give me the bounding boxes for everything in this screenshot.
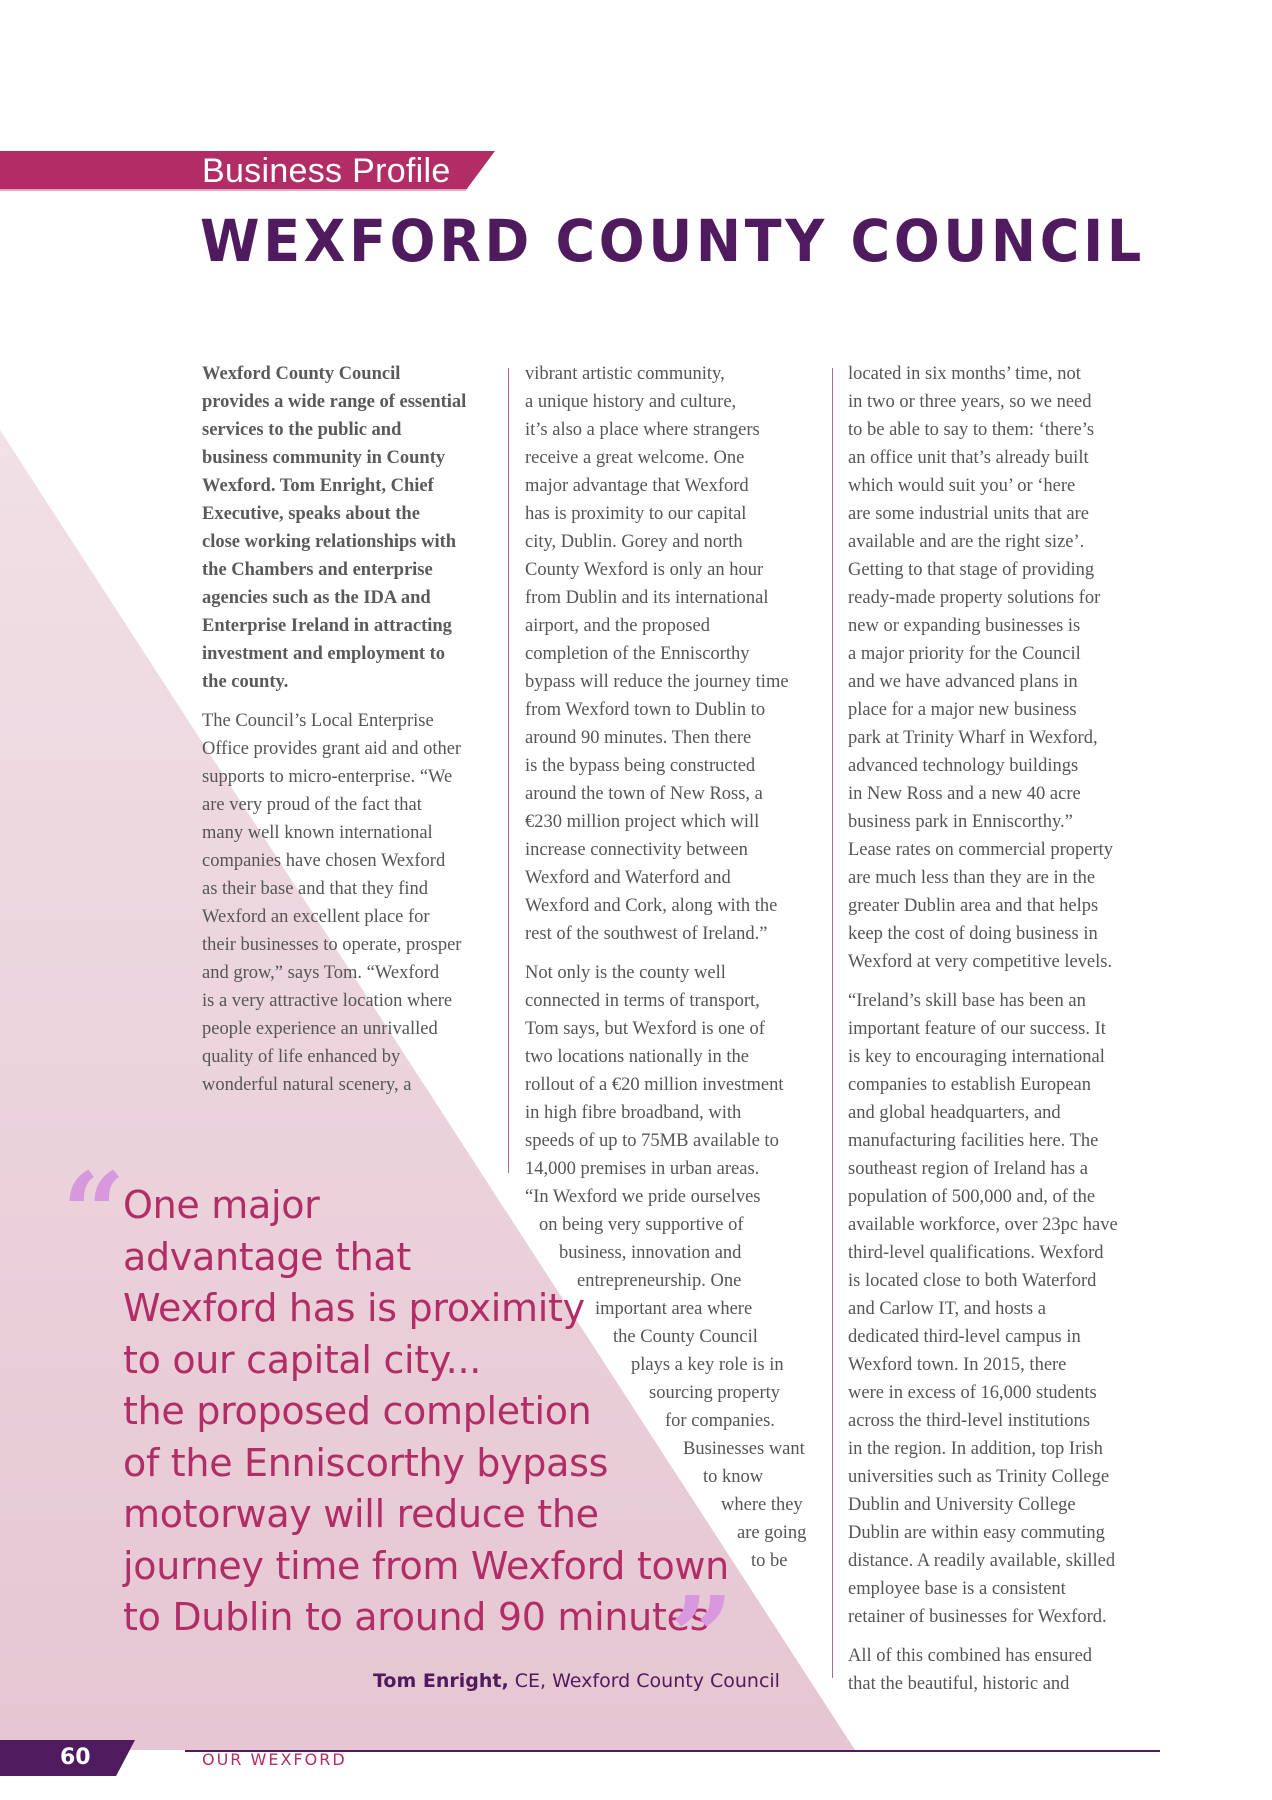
text-line: Lease rates on commercial property <box>848 840 1114 860</box>
open-quote-icon: “ <box>62 1148 126 1277</box>
text-line: as their base and that they find <box>202 879 429 899</box>
text-line: that the beautiful, historic and <box>848 1674 1070 1694</box>
text-line: Wexford and Cork, along with the <box>525 896 778 916</box>
text-line: park at Trinity Wharf in Wexford, <box>848 728 1098 748</box>
text-line: their businesses to operate, prosper <box>202 935 462 955</box>
text-line: Dublin and University College <box>848 1495 1076 1515</box>
column-divider-1 <box>508 368 509 1173</box>
body-paragraph <box>848 987 1148 1631</box>
article-column-3 <box>848 360 1148 1709</box>
pull-quote-line: of the Enniscorthy bypass <box>123 1440 609 1485</box>
text-line: advanced technology buildings <box>848 756 1079 776</box>
text-line: increase connectivity between <box>525 840 748 860</box>
text-line: southeast region of Ireland has a <box>848 1159 1088 1179</box>
text-line: greater Dublin area and that helps <box>848 896 1099 916</box>
text-line: to be able to say to them: ‘there’s <box>848 420 1095 440</box>
text-line: Office provides grant aid and other <box>202 739 462 759</box>
text-line: completion of the Enniscorthy <box>525 644 750 664</box>
text-line: third-level qualifications. Wexford <box>848 1243 1104 1263</box>
text-line: new or expanding businesses is <box>848 616 1081 636</box>
text-line: available and are the right size’. <box>848 532 1085 552</box>
text-line: and Carlow IT, and hosts a <box>848 1299 1046 1319</box>
text-line: is a very attractive location where <box>202 991 453 1011</box>
section-label: Business Profile <box>202 152 451 190</box>
text-line: Not only is the county well <box>525 963 726 983</box>
text-line: rest of the southwest of Ireland.” <box>525 924 768 944</box>
text-line: companies have chosen Wexford <box>202 851 446 871</box>
text-line: city, Dublin. Gorey and north <box>525 532 743 552</box>
text-line: and global headquarters, and <box>848 1103 1061 1123</box>
text-line: to be <box>751 1551 788 1571</box>
text-line: a major priority for the Council <box>848 644 1081 664</box>
text-line: dedicated third-level campus in <box>848 1327 1081 1347</box>
pull-quote-line: motorway will reduce the <box>123 1492 599 1536</box>
text-line: are going <box>737 1523 807 1543</box>
text-line: close working relationships with <box>202 532 457 552</box>
text-line: for companies. <box>665 1411 775 1431</box>
text-line: available workforce, over 23pc have <box>848 1215 1118 1235</box>
text-line: in New Ross and a new 40 acre <box>848 784 1081 804</box>
text-line: provides a wide range of essential <box>202 392 467 412</box>
body-paragraph <box>848 1642 1148 1698</box>
close-quote-icon: ” <box>670 1572 734 1701</box>
text-line: from Dublin and its international <box>525 588 769 608</box>
text-line: population of 500,000 and, of the <box>848 1187 1096 1207</box>
text-line: Enterprise Ireland in attracting <box>202 616 452 636</box>
text-line: “In Wexford we pride ourselves <box>525 1187 761 1207</box>
text-line: in the region. In addition, top Irish <box>848 1439 1103 1459</box>
pull-quote <box>123 1180 729 1644</box>
text-line: €230 million project which will <box>525 812 760 832</box>
pull-quote-line: journey time from Wexford town <box>123 1543 729 1588</box>
text-line: vibrant artistic community, <box>525 364 725 384</box>
text-line: an office unit that’s already built <box>848 448 1089 468</box>
text-line: distance. A readily available, skilled <box>848 1551 1116 1571</box>
text-line: were in excess of 16,000 students <box>848 1383 1097 1403</box>
text-line: many well known international <box>202 823 433 843</box>
text-line: quality of life enhanced by <box>202 1047 401 1067</box>
text-line: companies to establish European <box>848 1075 1092 1095</box>
text-line: important area where <box>595 1299 753 1319</box>
text-line: bypass will reduce the journey time <box>525 672 789 692</box>
text-line: speeds of up to 75MB available to <box>525 1131 779 1151</box>
text-line: universities such as Trinity College <box>848 1467 1110 1487</box>
text-line: 14,000 premises in urban areas. <box>525 1159 760 1179</box>
pull-quote-line: Wexford has is proximity <box>123 1286 585 1330</box>
text-line: receive a great welcome. One <box>525 448 745 468</box>
text-line: is the bypass being constructed <box>525 756 756 776</box>
text-line: business park in Enniscorthy.” <box>848 812 1073 832</box>
text-line: are very proud of the fact that <box>202 795 422 815</box>
text-line: wonderful natural scenery, a <box>202 1075 412 1095</box>
article-column-1 <box>202 360 502 1110</box>
text-line: investment and employment to <box>202 644 446 664</box>
quote-attribution <box>373 1670 780 1692</box>
text-line: entrepreneurship. One <box>577 1271 742 1291</box>
text-line: has is proximity to our capital <box>525 504 747 524</box>
text-line: important feature of our success. It <box>848 1019 1106 1039</box>
text-line: manufacturing facilities here. The <box>848 1131 1099 1151</box>
text-line: where they <box>721 1495 803 1515</box>
text-line: the County Council <box>613 1327 758 1347</box>
text-line: ready-made property solutions for <box>848 588 1101 608</box>
text-line: Businesses want <box>683 1439 805 1459</box>
body-paragraph <box>848 360 1148 976</box>
text-line: The Council’s Local Enterprise <box>202 711 434 731</box>
pull-quote-line: the proposed completion <box>123 1389 592 1433</box>
column-divider-2 <box>832 368 833 1678</box>
text-line: business community in County <box>202 448 446 468</box>
text-line: around 90 minutes. Then there <box>525 728 752 748</box>
text-line: place for a major new business <box>848 700 1077 720</box>
text-line: across the third-level institutions <box>848 1411 1090 1431</box>
text-line: a unique history and culture, <box>525 392 737 412</box>
text-line: it’s also a place where strangers <box>525 420 760 440</box>
text-line: Wexford at very competitive levels. <box>848 952 1113 972</box>
text-line: from Wexford town to Dublin to <box>525 700 766 720</box>
text-line: to know <box>703 1467 764 1487</box>
text-line: Executive, speaks about the <box>202 504 420 524</box>
page-number: 60 <box>60 1745 91 1770</box>
text-line: in two or three years, so we need <box>848 392 1092 412</box>
text-line: which would suit you’ or ‘here <box>848 476 1076 496</box>
text-line: rollout of a €20 million investment <box>525 1075 784 1095</box>
text-line: services to the public and <box>202 420 402 440</box>
text-line: airport, and the proposed <box>525 616 710 636</box>
text-line: connected in terms of transport, <box>525 991 760 1011</box>
pull-quote-line: to Dublin to around 90 minutes <box>123 1595 710 1639</box>
text-line: Wexford and Waterford and <box>525 868 731 888</box>
text-line: employee base is a consistent <box>848 1579 1066 1599</box>
text-line: Wexford an excellent place for <box>202 907 430 927</box>
pull-quote-line: One major <box>123 1183 320 1227</box>
text-line: are some industrial units that are <box>848 504 1089 524</box>
text-line: Tom says, but Wexford is one of <box>525 1019 765 1039</box>
text-line: agencies such as the IDA and <box>202 588 431 608</box>
text-line: Wexford town. In 2015, there <box>848 1355 1067 1375</box>
text-line: people experience an unrivalled <box>202 1019 438 1039</box>
text-line: the Chambers and enterprise <box>202 560 433 580</box>
text-line: retainer of businesses for Wexford. <box>848 1607 1107 1627</box>
text-line: All of this combined has ensured <box>848 1646 1093 1666</box>
text-line: keep the cost of doing business in <box>848 924 1098 944</box>
text-line: located in six months’ time, not <box>848 364 1081 384</box>
publication-name: OUR WEXFORD <box>202 1750 347 1769</box>
text-line: Wexford County Council <box>202 364 401 384</box>
text-line: and grow,” says Tom. “Wexford <box>202 963 440 983</box>
pull-quote-line: advantage that <box>123 1234 411 1279</box>
text-line: the county. <box>202 672 289 692</box>
text-line: County Wexford is only an hour <box>525 560 764 580</box>
text-line: business, innovation and <box>559 1243 742 1263</box>
text-line: is key to encouraging international <box>848 1047 1105 1067</box>
pull-quote-line: to our capital city... <box>123 1337 481 1382</box>
text-line: major advantage that Wexford <box>525 476 749 496</box>
text-line: around the town of New Ross, a <box>525 784 763 804</box>
body-paragraph <box>525 360 825 948</box>
text-line: plays a key role is in <box>631 1355 784 1375</box>
text-line: “Ireland’s skill base has been an <box>848 991 1086 1011</box>
page-title: WEXFORD COUNTY COUNCIL <box>200 207 1145 275</box>
lead-paragraph <box>202 360 502 696</box>
text-line: on being very supportive of <box>539 1215 744 1235</box>
text-line: Wexford. Tom Enright, Chief <box>202 476 434 496</box>
attribution-role: CE, Wexford County Council <box>508 1670 780 1692</box>
attribution-name: Tom Enright, <box>373 1670 509 1692</box>
body-paragraph <box>202 707 502 1099</box>
text-line: supports to micro-enterprise. “We <box>202 767 453 787</box>
text-line: Dublin are within easy commuting <box>848 1523 1105 1543</box>
text-line: Getting to that stage of providing <box>848 560 1095 580</box>
text-line: two locations nationally in the <box>525 1047 750 1067</box>
text-line: is located close to both Waterford <box>848 1271 1097 1291</box>
text-line: sourcing property <box>649 1383 781 1403</box>
text-line: in high fibre broadband, with <box>525 1103 742 1123</box>
text-line: and we have advanced plans in <box>848 672 1078 692</box>
text-line: are much less than they are in the <box>848 868 1096 888</box>
